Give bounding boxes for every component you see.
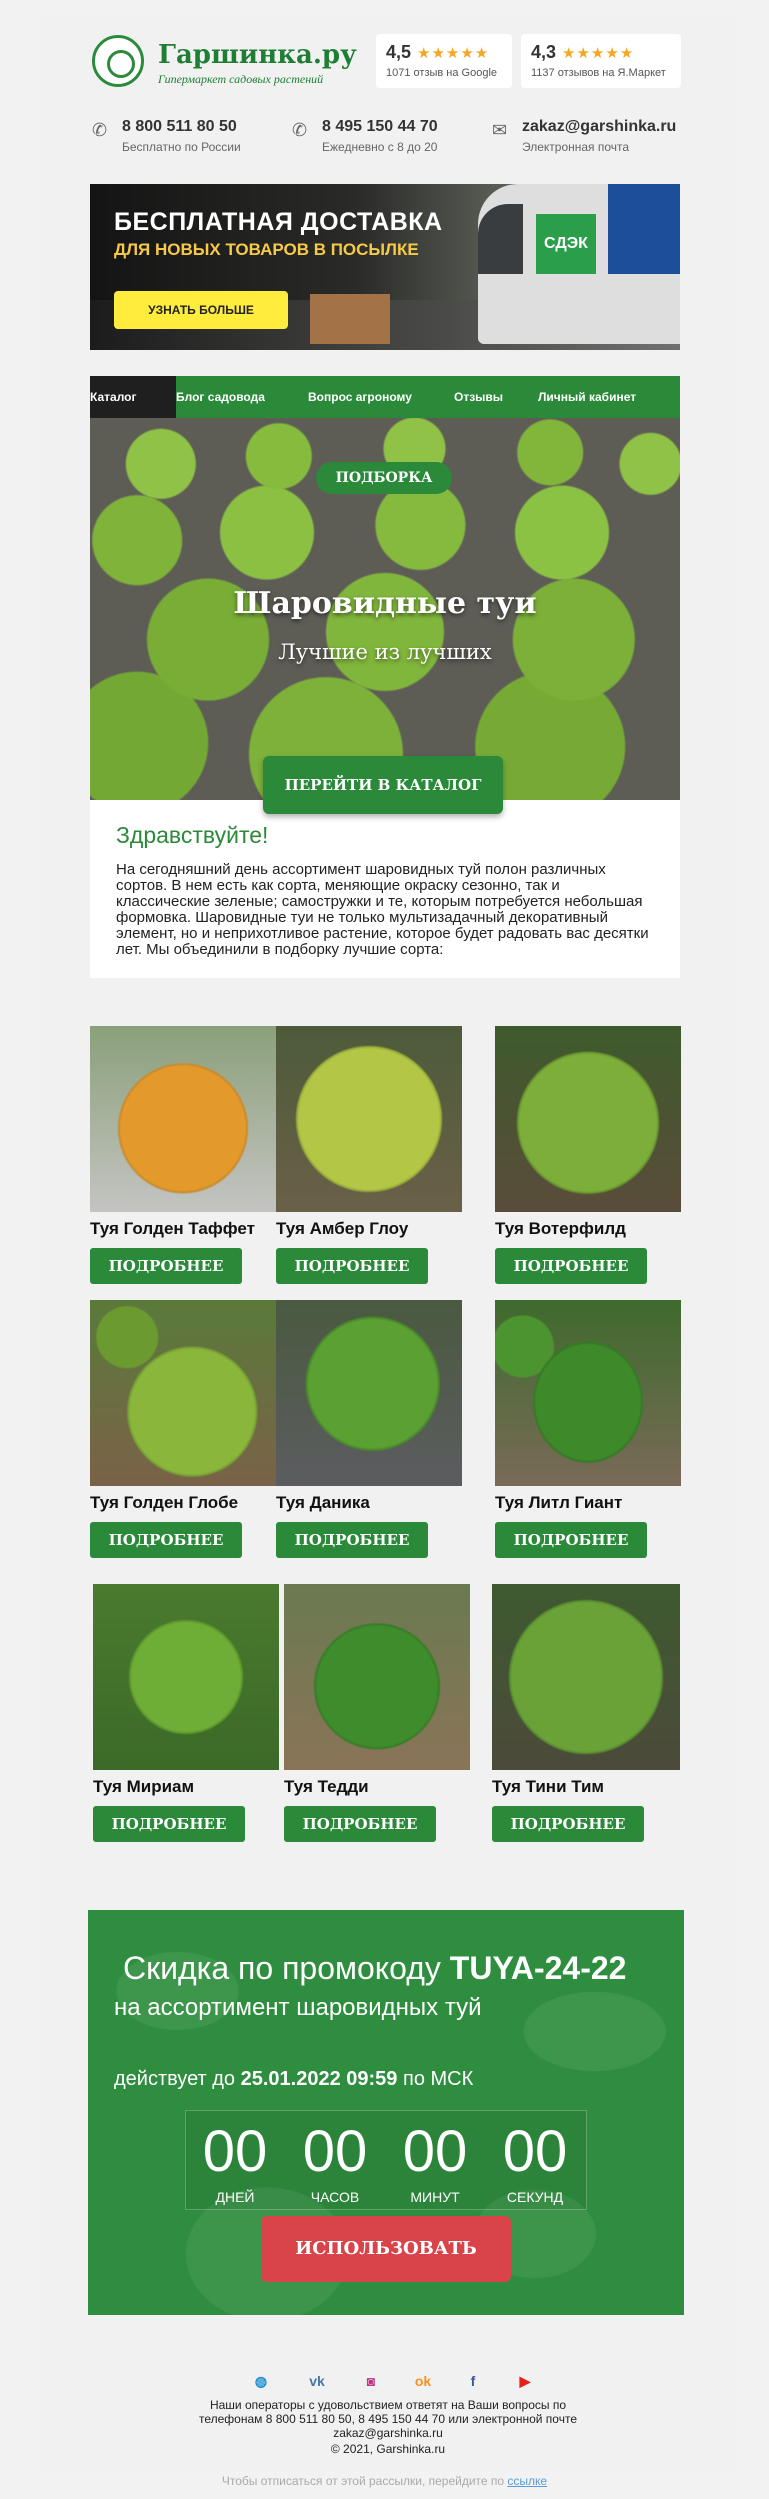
product-image[interactable] xyxy=(495,1300,681,1486)
odnoklassniki-glyph: ok xyxy=(414,2373,432,2389)
instagram-glyph: ◙ xyxy=(366,2373,376,2389)
contact-sub: Ежедневно с 8 до 20 xyxy=(322,140,438,154)
star-icon: ★★★★★ xyxy=(562,45,635,62)
post-logo xyxy=(608,184,680,274)
hero-title: Шаровидные туи xyxy=(233,586,537,621)
banner-boxes xyxy=(310,294,390,344)
google-rating[interactable] xyxy=(376,34,512,88)
promo-validity xyxy=(114,2068,473,2091)
promo-subtitle: на ассортимент шаровидных туй xyxy=(114,1994,482,2021)
countdown-timer xyxy=(185,2110,587,2210)
banner-subtitle: ДЛЯ НОВЫХ ТОВАРОВ В ПОСЫЛКЕ xyxy=(114,240,419,259)
timer-seconds xyxy=(490,2119,580,2205)
timer-days xyxy=(190,2119,280,2205)
rating-count: 1071 отзыв на Google xyxy=(386,67,498,79)
details-button[interactable]: ПОДРОБНЕЕ xyxy=(93,1806,245,1842)
banner-van xyxy=(478,184,680,344)
product-image[interactable] xyxy=(90,1026,276,1212)
product-image[interactable] xyxy=(492,1584,680,1770)
learn-more-button[interactable]: УЗНАТЬ БОЛЬШЕ xyxy=(114,291,288,329)
youtube-icon[interactable] xyxy=(514,2370,536,2392)
logo-icon[interactable] xyxy=(92,35,144,87)
product-image[interactable] xyxy=(495,1026,681,1212)
timer-number: 00 xyxy=(302,2119,368,2184)
details-button[interactable]: ПОДРОБНЕЕ xyxy=(492,1806,644,1842)
product-image[interactable] xyxy=(90,1300,276,1486)
timer-minutes xyxy=(390,2119,480,2205)
yandex-rating[interactable] xyxy=(521,34,681,88)
product-name[interactable]: Туя Амбер Глоу xyxy=(276,1219,409,1238)
star-icon: ★★★★★ xyxy=(417,45,490,62)
hero-banner xyxy=(90,418,680,800)
contact-main: 8 800 511 80 50 xyxy=(122,118,237,135)
rating-value: 4,5 xyxy=(386,42,412,62)
timer-number: 00 xyxy=(402,2119,468,2184)
promo-block xyxy=(88,1910,684,2315)
instagram-icon[interactable] xyxy=(360,2370,382,2392)
mail-icon: ✉ xyxy=(492,120,508,140)
odnoklassniki-icon[interactable] xyxy=(412,2370,434,2392)
footer-text-2: телефонам 8 800 511 80 50, 8 495 150 44 70 или электронной почте xyxy=(198,2412,578,2426)
intro-text: На сегодняшний день ассортимент шаровидных туй полон различных сортов. В нем есть как сорта, меняющие окраску сезонно, так и классические зеленые; самостружки и те, которым потребуется небольшая формовка. Шаровидные туи не только мультизадачный декоративный элемент, но и неприхотливое растение, которое будет радовать вас десятки лет. Мы объединили в подборку лучшие сорта: xyxy=(116,861,649,958)
rating-count: 1137 отзывов на Я.Маркет xyxy=(531,67,666,79)
details-button[interactable]: ПОДРОБНЕЕ xyxy=(276,1248,428,1284)
promo-code[interactable]: TUYA-24-22 xyxy=(449,1950,627,1986)
product-name[interactable]: Туя Вотерфилд xyxy=(495,1219,626,1238)
unsubscribe-link[interactable]: ссылке xyxy=(507,2474,548,2488)
timer-label: МИНУТ xyxy=(410,2189,460,2205)
details-button[interactable]: ПОДРОБНЕЕ xyxy=(276,1522,428,1558)
timer-hours xyxy=(290,2119,380,2205)
contact-main: zakaz@garshinka.ru xyxy=(522,118,677,135)
cdek-logo: СДЭК xyxy=(536,214,596,274)
product-image[interactable] xyxy=(276,1026,462,1212)
rating-value: 4,3 xyxy=(531,42,557,62)
product-name[interactable]: Туя Голден Таффет xyxy=(90,1219,255,1238)
validity-prefix: действует до xyxy=(114,2068,236,2090)
nav-reviews[interactable]: Отзывы xyxy=(454,390,504,404)
product-name[interactable]: Туя Литл Гиант xyxy=(495,1493,623,1512)
unsubscribe-text: Чтобы отписаться от этой рассылки, перейдите по xyxy=(221,2474,505,2488)
details-button[interactable]: ПОДРОБНЕЕ xyxy=(284,1806,436,1842)
facebook-icon[interactable] xyxy=(462,2370,484,2392)
contact-sub: Электронная почта xyxy=(522,140,630,154)
footer-copyright: © 2021, Garshinka.ru xyxy=(330,2442,446,2456)
validity-suffix: по МСК xyxy=(403,2068,474,2090)
hero-tag: ПОДБОРКА xyxy=(316,462,452,494)
footer-text-1: Наши операторы с удовольствием ответят на Ваши вопросы по xyxy=(209,2398,567,2412)
intro-block xyxy=(90,800,680,978)
nav-account[interactable]: Личный кабинет xyxy=(538,390,637,404)
greeting: Здравствуйте! xyxy=(116,822,269,848)
promo-title xyxy=(123,1950,626,1987)
promo-title-prefix: Скидка по промокоду xyxy=(123,1950,441,1986)
use-promo-button[interactable]: ИСПОЛЬЗОВАТЬ xyxy=(261,2216,511,2282)
validity-date: 25.01.2022 09:59 xyxy=(240,2068,398,2090)
facebook-glyph: f xyxy=(470,2373,476,2389)
timer-number: 00 xyxy=(502,2119,568,2184)
unsubscribe-note xyxy=(0,2474,769,2488)
product-name[interactable]: Туя Даника xyxy=(276,1493,370,1512)
contact-main: 8 495 150 44 70 xyxy=(322,118,438,135)
logo-title[interactable]: Гаршинка.ру xyxy=(158,40,357,70)
product-name[interactable]: Туя Мириам xyxy=(93,1777,195,1796)
phone-icon: ✆ xyxy=(92,120,108,140)
van-window xyxy=(478,204,523,274)
vk-icon[interactable] xyxy=(306,2370,328,2392)
globe-glyph: ◍ xyxy=(254,2373,268,2389)
product-image[interactable] xyxy=(284,1584,470,1770)
product-name[interactable]: Туя Голден Глобе xyxy=(90,1493,239,1512)
product-name[interactable]: Туя Тини Тим xyxy=(492,1777,605,1796)
details-button[interactable]: ПОДРОБНЕЕ xyxy=(90,1248,242,1284)
details-button[interactable]: ПОДРОБНЕЕ xyxy=(495,1248,647,1284)
contact-sub: Бесплатно по России xyxy=(122,140,241,154)
nav-catalog[interactable]: Каталог xyxy=(90,376,176,418)
details-button[interactable]: ПОДРОБНЕЕ xyxy=(90,1522,242,1558)
product-name[interactable]: Туя Тедди xyxy=(284,1777,369,1796)
timer-label: СЕКУНД xyxy=(506,2189,564,2205)
globe-icon[interactable] xyxy=(250,2370,272,2392)
nav-agronomist[interactable]: Вопрос агроному xyxy=(308,390,412,404)
nav-blog[interactable]: Блог садовода xyxy=(176,390,265,404)
vk-glyph: vk xyxy=(309,2373,325,2389)
timer-label: ДНЕЙ xyxy=(215,2189,255,2205)
timer-number: 00 xyxy=(202,2119,268,2184)
footer-email[interactable]: zakaz@garshinka.ru xyxy=(333,2426,443,2440)
go-to-catalog-button[interactable]: ПЕРЕЙТИ В КАТАЛОГ xyxy=(263,756,503,814)
hero-subtitle: Лучшие из лучших xyxy=(278,640,492,664)
product-image[interactable] xyxy=(93,1584,279,1770)
youtube-glyph: ▶ xyxy=(519,2373,531,2389)
timer-label: ЧАСОВ xyxy=(310,2189,360,2205)
banner-title: БЕСПЛАТНАЯ ДОСТАВКА xyxy=(114,208,443,236)
main-nav xyxy=(90,376,680,418)
phone-icon: ✆ xyxy=(292,120,308,140)
product-image[interactable] xyxy=(276,1300,462,1486)
delivery-banner[interactable] xyxy=(90,184,680,350)
details-button[interactable]: ПОДРОБНЕЕ xyxy=(495,1522,647,1558)
logo-subtitle: Гипермаркет садовых растений xyxy=(158,72,324,86)
